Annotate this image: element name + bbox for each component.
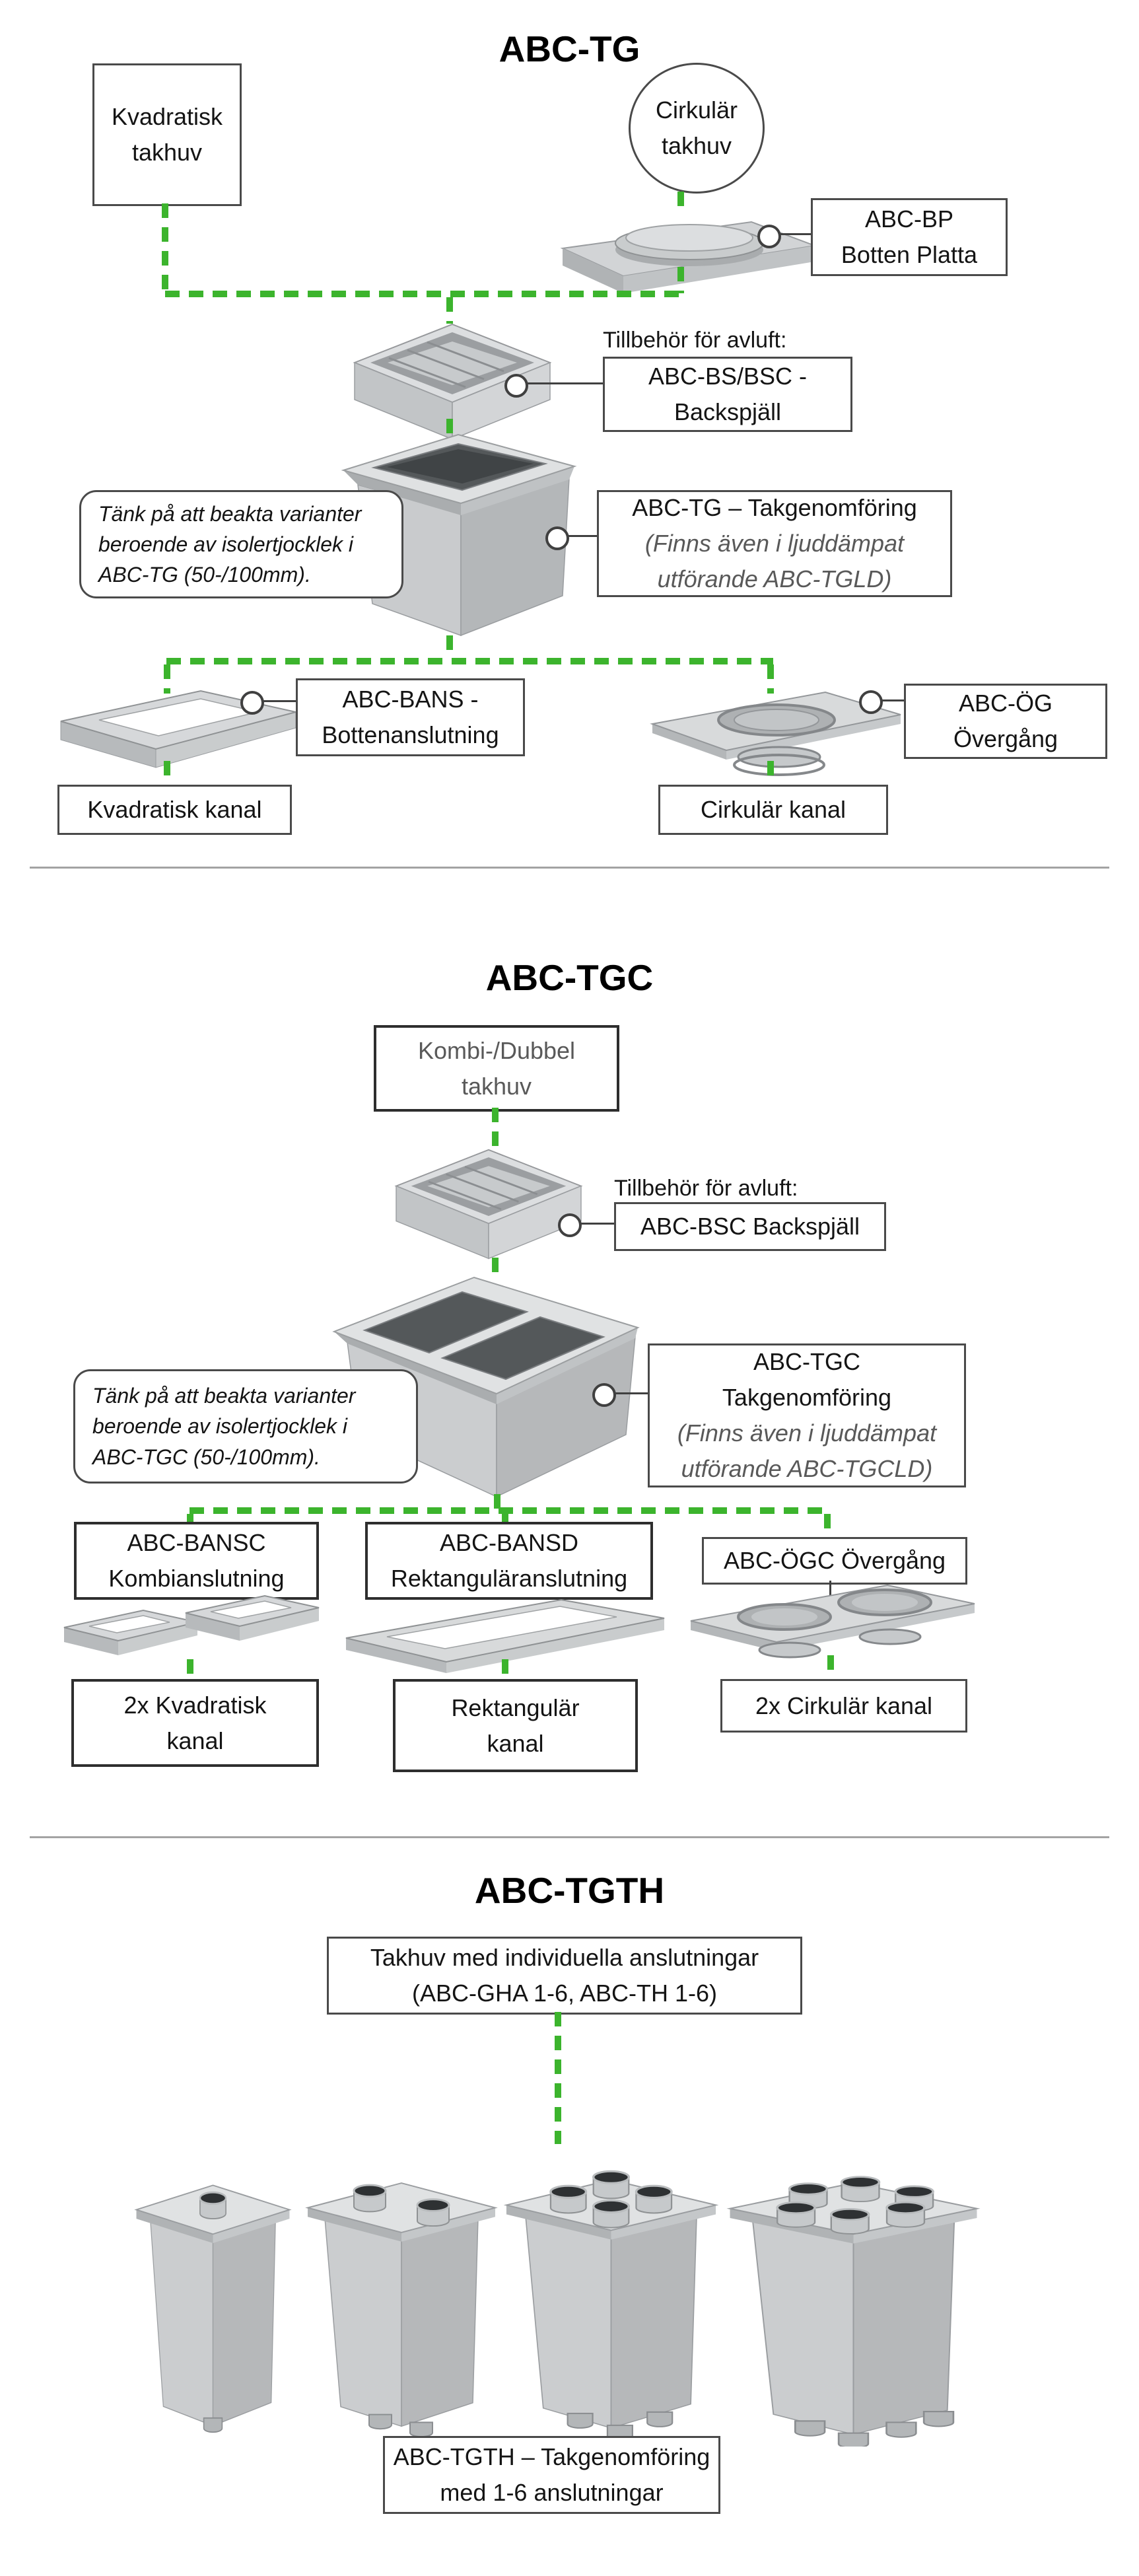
node-cirkular-takhuv: [629, 63, 765, 194]
node-label: kanal: [166, 1727, 224, 1754]
node-label: Takgenomföring: [722, 1384, 892, 1411]
node-sublabel: (Finns även i ljuddämpat: [644, 530, 905, 557]
callout-anchor: [859, 690, 883, 714]
node-abc-bansc: [74, 1522, 319, 1600]
node-kvadratisk-kanal: Kvadratisk kanal: [57, 785, 292, 835]
node-label: takhuv: [661, 132, 732, 159]
node-label: Takhuv med individuella anslutningar: [370, 1944, 759, 1971]
tgth-column-1-image: [132, 2148, 294, 2437]
node-label: Backspjäll: [673, 398, 782, 425]
green-connector: [446, 635, 453, 658]
green-connector: [166, 658, 773, 664]
note-line: Tänk på att beakta varianter: [92, 1384, 356, 1408]
node-kvadratisk-takhuv: [92, 63, 242, 206]
callout-anchor: [592, 1383, 616, 1407]
accessory-heading: Tillbehör för avluft:: [614, 1176, 798, 1201]
node-rektangular-kanal: [393, 1679, 638, 1772]
section-divider: [30, 1836, 1109, 1838]
green-connector: [677, 192, 684, 210]
section-title-abc-tg: ABC-TG: [499, 28, 640, 69]
note-line: ABC-TGC (50-/100mm).: [92, 1445, 320, 1469]
node-label: Kombi-/Dubbel: [417, 1036, 576, 1064]
node-label: ABC-TG – Takgenomföring: [632, 494, 917, 521]
callout-line: [527, 382, 603, 384]
callout-anchor: [240, 691, 264, 715]
node-sublabel: utförande ABC-TGLD): [657, 565, 892, 592]
green-connector: [187, 1659, 193, 1680]
tgth-column-3-image: [500, 2141, 722, 2440]
node-abc-bans: [296, 678, 525, 756]
callout-line: [580, 1223, 614, 1225]
green-connector: [677, 267, 684, 293]
node-label: ABC-ÖG: [958, 690, 1053, 717]
node-abc-ogc: ABC-ÖGC Övergång: [702, 1537, 967, 1585]
callout-line: [881, 699, 904, 701]
node-label: kanal: [487, 1729, 544, 1757]
green-connector: [827, 1655, 834, 1676]
node-abc-og: [904, 684, 1107, 759]
accessory-heading: Tillbehör för avluft:: [603, 328, 787, 353]
node-tgth-takhuv: [327, 1937, 802, 2015]
node-label: Botten Platta: [841, 241, 978, 268]
callout-anchor: [545, 526, 569, 550]
callout-anchor: [558, 1213, 582, 1237]
note-line: ABC-TG (50-/100mm).: [98, 563, 311, 587]
green-connector: [767, 761, 774, 783]
node-label: Bottenanslutning: [322, 721, 499, 748]
tgth-column-4-image: [723, 2144, 984, 2447]
node-label: ABC-BS/BSC -: [648, 363, 808, 390]
ogc-double-transition-image: [687, 1583, 977, 1667]
node-label: ABC-BANSC: [127, 1529, 266, 1556]
node-label: ABC-BANSD: [439, 1529, 579, 1556]
node-label: Rektangulär: [451, 1694, 580, 1721]
node-sublabel: utförande ABC-TGCLD): [681, 1455, 933, 1482]
green-connector: [164, 761, 170, 783]
note-variants-tg: [79, 490, 403, 598]
bansc-double-flange-image: [63, 1593, 320, 1667]
green-connector: [165, 291, 684, 297]
node-label: (ABC-GHA 1-6, ABC-TH 1-6): [411, 1980, 718, 2007]
node-2x-kvadratisk-kanal: [71, 1679, 319, 1767]
note-line: beroende av isolertjocklek i: [92, 1414, 347, 1439]
node-label: Kombianslutning: [108, 1565, 285, 1592]
node-label: Övergång: [953, 725, 1058, 752]
callout-line: [263, 700, 296, 702]
note-line: Tänk på att beakta varianter: [98, 501, 362, 526]
callout-anchor: [757, 225, 781, 248]
node-abc-bp: [811, 198, 1008, 276]
node-label: Rektanguläranslutning: [390, 1565, 628, 1592]
callout-line: [568, 535, 597, 537]
green-connector: [494, 1494, 500, 1509]
node-abc-tg-main: [597, 490, 952, 597]
node-label: takhuv: [461, 1072, 532, 1100]
backdraft-damper-image: [390, 1147, 588, 1263]
tgth-column-2-image: [302, 2145, 500, 2438]
node-label: 2x Kvadratisk: [123, 1691, 267, 1719]
node-label: ABC-TGTH – Takgenomföring: [393, 2443, 710, 2470]
node-label: ABC-BP: [864, 205, 954, 233]
node-abc-bansd: [365, 1522, 653, 1600]
node-label: ABC-TGC: [753, 1348, 860, 1375]
node-label: med 1-6 anslutningar: [440, 2479, 664, 2506]
section-divider: [30, 867, 1109, 869]
node-abc-tgth-main: [383, 2436, 720, 2514]
node-cirkular-kanal: Cirkulär kanal: [658, 785, 888, 835]
green-connector: [555, 2012, 561, 2144]
green-connector: [162, 203, 168, 292]
node-label: takhuv: [131, 139, 203, 166]
callout-anchor: [504, 374, 528, 398]
green-connector: [492, 1108, 499, 1147]
node-abc-bs-bsc: [603, 357, 852, 432]
green-connector: [190, 1507, 829, 1514]
bottom-plate-image: [555, 209, 819, 298]
green-connector: [824, 1514, 831, 1538]
green-connector: [446, 297, 453, 324]
note-line: beroende av isolertjocklek i: [98, 532, 353, 556]
node-abc-bsc: ABC-BSC Backspjäll: [614, 1202, 886, 1251]
note-variants-tgc: [73, 1369, 418, 1484]
section-title-abc-tgth: ABC-TGTH: [474, 1870, 665, 1911]
node-sublabel: (Finns även i ljuddämpat: [677, 1419, 937, 1447]
green-connector: [502, 1659, 508, 1680]
node-abc-tgc-main: [648, 1343, 966, 1487]
section-title-abc-tgc: ABC-TGC: [485, 957, 654, 998]
node-label: Cirkulär: [655, 96, 738, 124]
node-label: Kvadratisk: [111, 103, 223, 130]
callout-line: [778, 233, 811, 235]
node-2x-cirkular-kanal: 2x Cirkulär kanal: [720, 1679, 967, 1733]
callout-line: [615, 1392, 648, 1394]
node-kombi-dubbel-takhuv: [374, 1025, 619, 1112]
node-label: ABC-BANS -: [342, 686, 479, 713]
